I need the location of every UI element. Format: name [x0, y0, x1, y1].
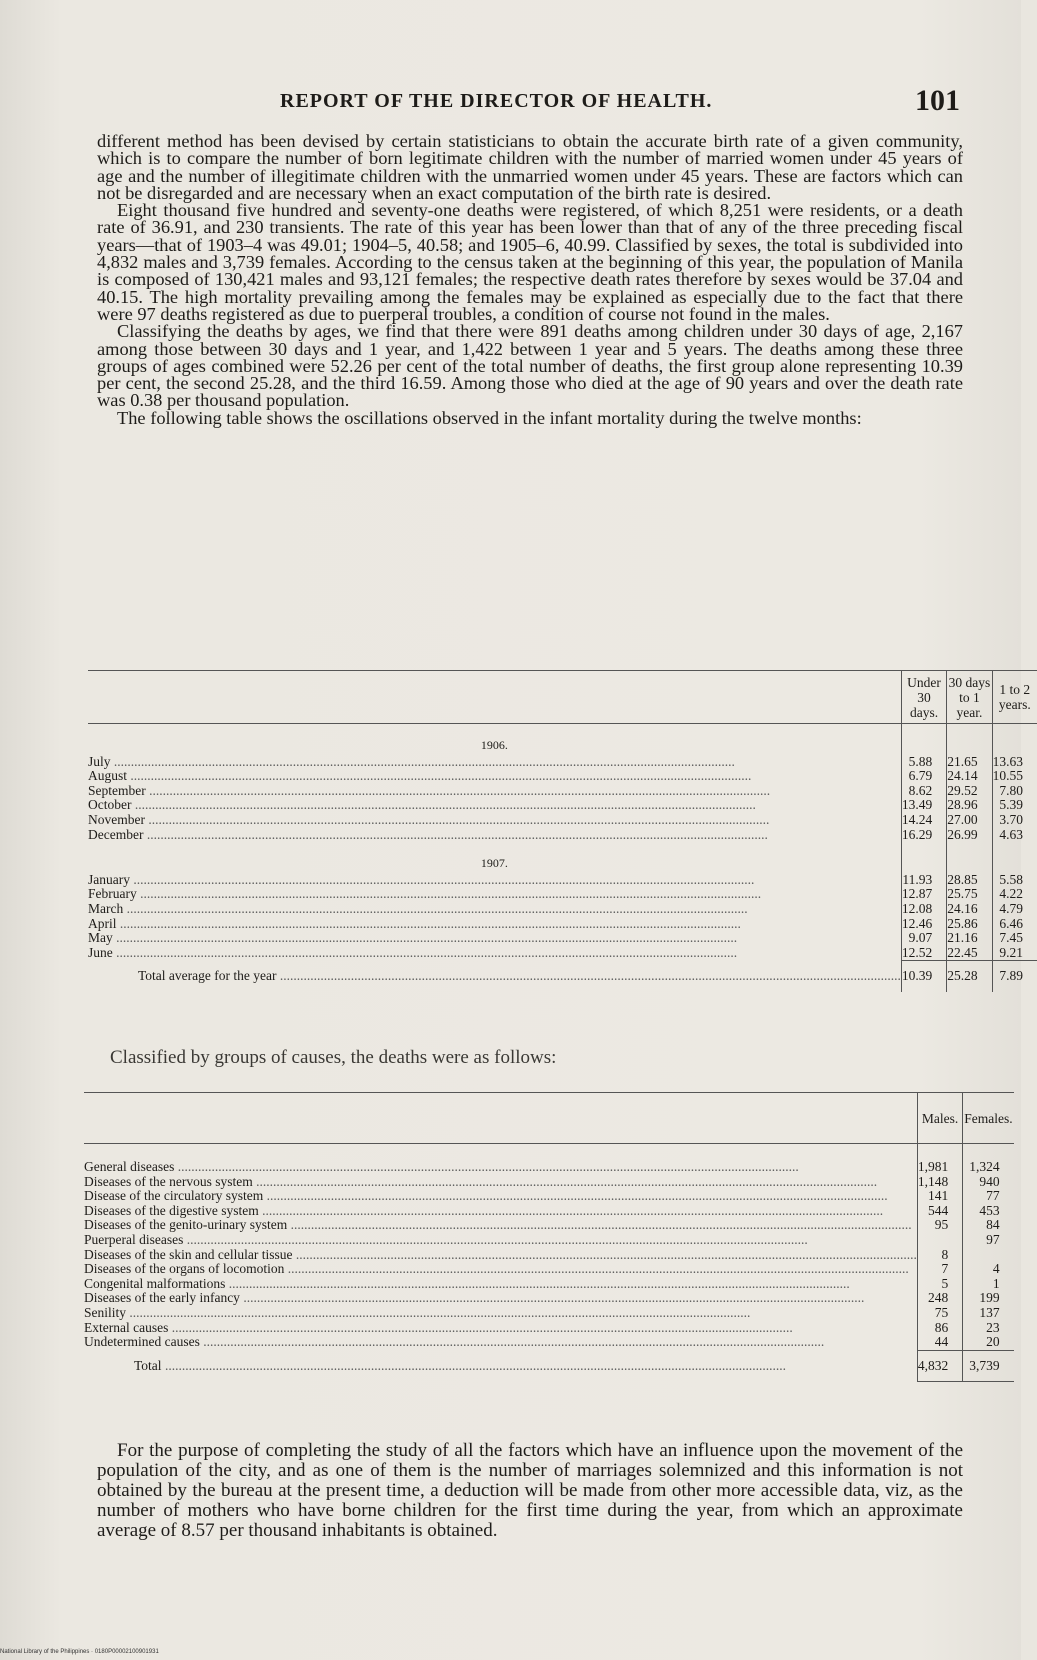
cell: 97 — [963, 1233, 1014, 1248]
cell: 12.87 — [901, 887, 946, 902]
cause-label: Senility ..... — [84, 1305, 750, 1320]
month-label: January ..... — [88, 872, 754, 887]
cell — [963, 1248, 1014, 1263]
cell: 25.75 — [947, 887, 992, 902]
cause-label: External causes ..... — [84, 1320, 793, 1335]
cell: 24.14 — [947, 769, 992, 784]
cell: 4.63 — [992, 828, 1037, 843]
cell: 27.00 — [947, 813, 992, 828]
paragraph: The following table shows the oscillations observed in the infant mortality during the twelve months: — [117, 407, 862, 428]
year-label: 1907. — [480, 856, 508, 871]
cell: 199 — [963, 1291, 1014, 1306]
footer-credit: National Library of the Philippines · 0180P00002100901931 — [0, 1649, 159, 1655]
causes-of-death-table — [84, 1092, 1014, 1382]
cell: 9.07 — [901, 931, 946, 946]
table-row — [84, 1321, 1014, 1336]
cell: 6.79 — [901, 769, 946, 784]
cause-label: Diseases of the genito-urinary system ..... — [84, 1217, 912, 1232]
total-row — [88, 961, 1037, 992]
cell: 12.08 — [901, 902, 946, 917]
cause-label: Diseases of the nervous system ..... — [84, 1174, 877, 1189]
table-row — [84, 1335, 1014, 1350]
table-row — [88, 828, 1037, 843]
cell: 28.85 — [947, 873, 992, 888]
cell: 10.39 — [901, 961, 946, 992]
total-row — [84, 1350, 1014, 1382]
cell — [917, 1233, 962, 1248]
total-label: Total average for the year ..... — [138, 968, 901, 983]
cell: 84 — [963, 1218, 1014, 1233]
cell: 4.22 — [992, 887, 1037, 902]
cell: 21.65 — [947, 755, 992, 770]
cell: 21.16 — [947, 931, 992, 946]
cell: 14.24 — [901, 813, 946, 828]
cell: 75 — [917, 1306, 962, 1321]
cause-label: Puerperal diseases ..... — [84, 1232, 808, 1247]
cell: 9.21 — [992, 946, 1037, 961]
cause-label: Diseases of the organs of locomotion ..... — [84, 1261, 909, 1276]
table-row — [88, 946, 1037, 961]
table-row — [84, 1175, 1014, 1190]
page-number: 101 — [915, 84, 960, 117]
cell: 13.49 — [901, 798, 946, 813]
column-header: Males. — [917, 1093, 962, 1144]
table-row — [84, 1306, 1014, 1321]
cell: 28.96 — [947, 798, 992, 813]
cell: 4,832 — [917, 1350, 962, 1382]
month-label: October ..... — [88, 797, 756, 812]
table-row — [88, 798, 1037, 813]
cell: 137 — [963, 1306, 1014, 1321]
cell: 8.62 — [901, 784, 946, 799]
cell: 453 — [963, 1204, 1014, 1219]
month-label: August ..... — [88, 768, 751, 783]
year-row — [88, 842, 1037, 873]
cell: 25.28 — [947, 961, 992, 992]
paragraph: different method has been devised by certain statisticians to obtain the accurate birth rate of a given community, which is to compare the number of born legitimate children with the number of married women under 45 years of age and the number of illegitimate children with the unmarried women under 45 years. These are factors which can not be disregarded and are necessary when an exact computation of the birth rate is desired. — [97, 131, 963, 203]
month-label: November ..... — [88, 812, 769, 827]
column-header: Females. — [963, 1093, 1014, 1144]
cell: 10.55 — [992, 769, 1037, 784]
cause-label: Congenital malformations ..... — [84, 1276, 850, 1291]
table-row — [84, 1277, 1014, 1292]
cell: 248 — [917, 1291, 962, 1306]
cell: 5.39 — [992, 798, 1037, 813]
column-header: 1 to 2 years. — [992, 671, 1037, 724]
table-row — [88, 769, 1037, 784]
cell: 12.46 — [901, 917, 946, 932]
total-label: Total ..... — [134, 1358, 786, 1373]
table-row — [88, 917, 1037, 932]
cell: 1,981 — [917, 1160, 962, 1175]
month-label: September ..... — [88, 783, 770, 798]
cell: 95 — [917, 1218, 962, 1233]
cause-label: Undetermined causes ..... — [84, 1334, 824, 1349]
cause-label: Diseases of the skin and cellular tissue ..... — [84, 1247, 917, 1262]
cell: 5.58 — [992, 873, 1037, 888]
page-header — [90, 84, 970, 124]
cell: 1 — [963, 1277, 1014, 1292]
cell: 6.46 — [992, 917, 1037, 932]
cell: 29.52 — [947, 784, 992, 799]
table-header-row — [88, 671, 1037, 724]
cell: 940 — [963, 1175, 1014, 1190]
table-row — [88, 902, 1037, 917]
table-header-row — [84, 1093, 1014, 1144]
cell: 7.45 — [992, 931, 1037, 946]
table-row — [88, 873, 1037, 888]
table-row — [84, 1291, 1014, 1306]
cell: 7.89 — [992, 961, 1037, 992]
cause-label: General diseases ..... — [84, 1159, 799, 1174]
paragraph: For the purpose of completing the study of all the factors which have an influence upon the movement of the population of the city, and as one of them is the number of marriages solemnized and this information is not obtained by the bureau at the present time, a deduction will be made from other more accessible data, viz, as the number of mothers who have borne children for the first time during the year, from which an approximate average of 8.57 per thousand inhabitants is obtained. — [97, 1440, 963, 1541]
cause-label: Diseases of the early infancy ..... — [84, 1290, 864, 1305]
table-row — [84, 1248, 1014, 1263]
cell: 24.16 — [947, 902, 992, 917]
cell: 22.45 — [947, 946, 992, 961]
cell: 11.93 — [901, 873, 946, 888]
infant-mortality-table — [88, 670, 1037, 992]
table-row — [84, 1218, 1014, 1233]
month-label: June ..... — [88, 945, 737, 960]
cell: 77 — [963, 1189, 1014, 1204]
cell: 86 — [917, 1321, 962, 1336]
month-label: April ..... — [88, 916, 741, 931]
table-row — [88, 887, 1037, 902]
causes-caption: Classified by groups of causes, the deaths were as follows: — [110, 1047, 557, 1068]
cell: 44 — [917, 1335, 962, 1350]
cell: 1,148 — [917, 1175, 962, 1190]
cell: 20 — [963, 1335, 1014, 1350]
cell: 7 — [917, 1262, 962, 1277]
paragraph: Eight thousand five hundred and seventy-one deaths were registered, of which 8,251 were residents, or a death rate of 36.91, and 230 transients. The rate of this year has been lower than that of any of the three preceding fiscal years—that of 1903–4 was 49.01; 1904–5, 40.58; and 1905–6, 40.99. Classified by sexes, the total is subdivided into 4,832 males and 3,739 females. According to the census taken at the beginning of this year, the population of Manila is composed of 130,421 males and 93,121 females; the respective death rates therefore by sexes would be 37.04 and 40.15. The high mortality prevailing among the females may be explained as especially due to the fact that there were 97 deaths registered as due to puerperal troubles, a condition of course not found in the males. — [97, 200, 963, 324]
month-label: July ..... — [88, 754, 735, 769]
cell: 3.70 — [992, 813, 1037, 828]
body-text-top — [97, 133, 963, 427]
cell: 16.29 — [901, 828, 946, 843]
cause-label: Disease of the circulatory system ..... — [84, 1188, 888, 1203]
cell: 7.80 — [992, 784, 1037, 799]
month-label: May ..... — [88, 930, 737, 945]
table-row — [88, 784, 1037, 799]
cell: 8 — [917, 1248, 962, 1263]
table-row — [84, 1160, 1014, 1175]
cause-label: Diseases of the digestive system ..... — [84, 1203, 883, 1218]
table-row — [84, 1189, 1014, 1204]
cell: 13.63 — [992, 755, 1037, 770]
cell: 5.88 — [901, 755, 946, 770]
table-row — [88, 931, 1037, 946]
cell: 141 — [917, 1189, 962, 1204]
year-row — [88, 724, 1037, 755]
table-row — [88, 755, 1037, 770]
table-row — [84, 1262, 1014, 1277]
month-label: December ..... — [88, 827, 768, 842]
table-row — [84, 1233, 1014, 1248]
table-row — [84, 1204, 1014, 1219]
column-header: 30 days to 1 year. — [947, 671, 992, 724]
month-label: February ..... — [88, 886, 761, 901]
year-label: 1906. — [480, 738, 508, 752]
running-head: REPORT OF THE DIRECTOR OF HEALTH. — [280, 90, 713, 112]
cell: 4 — [963, 1262, 1014, 1277]
cell: 544 — [917, 1204, 962, 1219]
cell: 1,324 — [963, 1160, 1014, 1175]
cell: 5 — [917, 1277, 962, 1292]
column-header: Under 30 days. — [901, 671, 946, 724]
cell: 3,739 — [963, 1350, 1014, 1382]
paragraph: Classifying the deaths by ages, we find that there were 891 deaths among children under 30 days of age, 2,167 among those between 30 days and 1 year, and 1,422 between 1 year and 5 years. The deaths among these three groups of ages combined were 52.26 per cent of the total number of deaths, the first group alone representing 10.39 per cent, the second 25.28, and the third 16.59. Among those who died at the age of 90 years and over the death rate was 0.38 per thousand population. — [97, 321, 963, 411]
table-row — [88, 813, 1037, 828]
month-label: March ..... — [88, 901, 748, 916]
cell: 25.86 — [947, 917, 992, 932]
cell: 12.52 — [901, 946, 946, 961]
cell: 26.99 — [947, 828, 992, 843]
body-text-bottom — [97, 1441, 963, 1541]
cell: 4.79 — [992, 902, 1037, 917]
cell: 23 — [963, 1321, 1014, 1336]
